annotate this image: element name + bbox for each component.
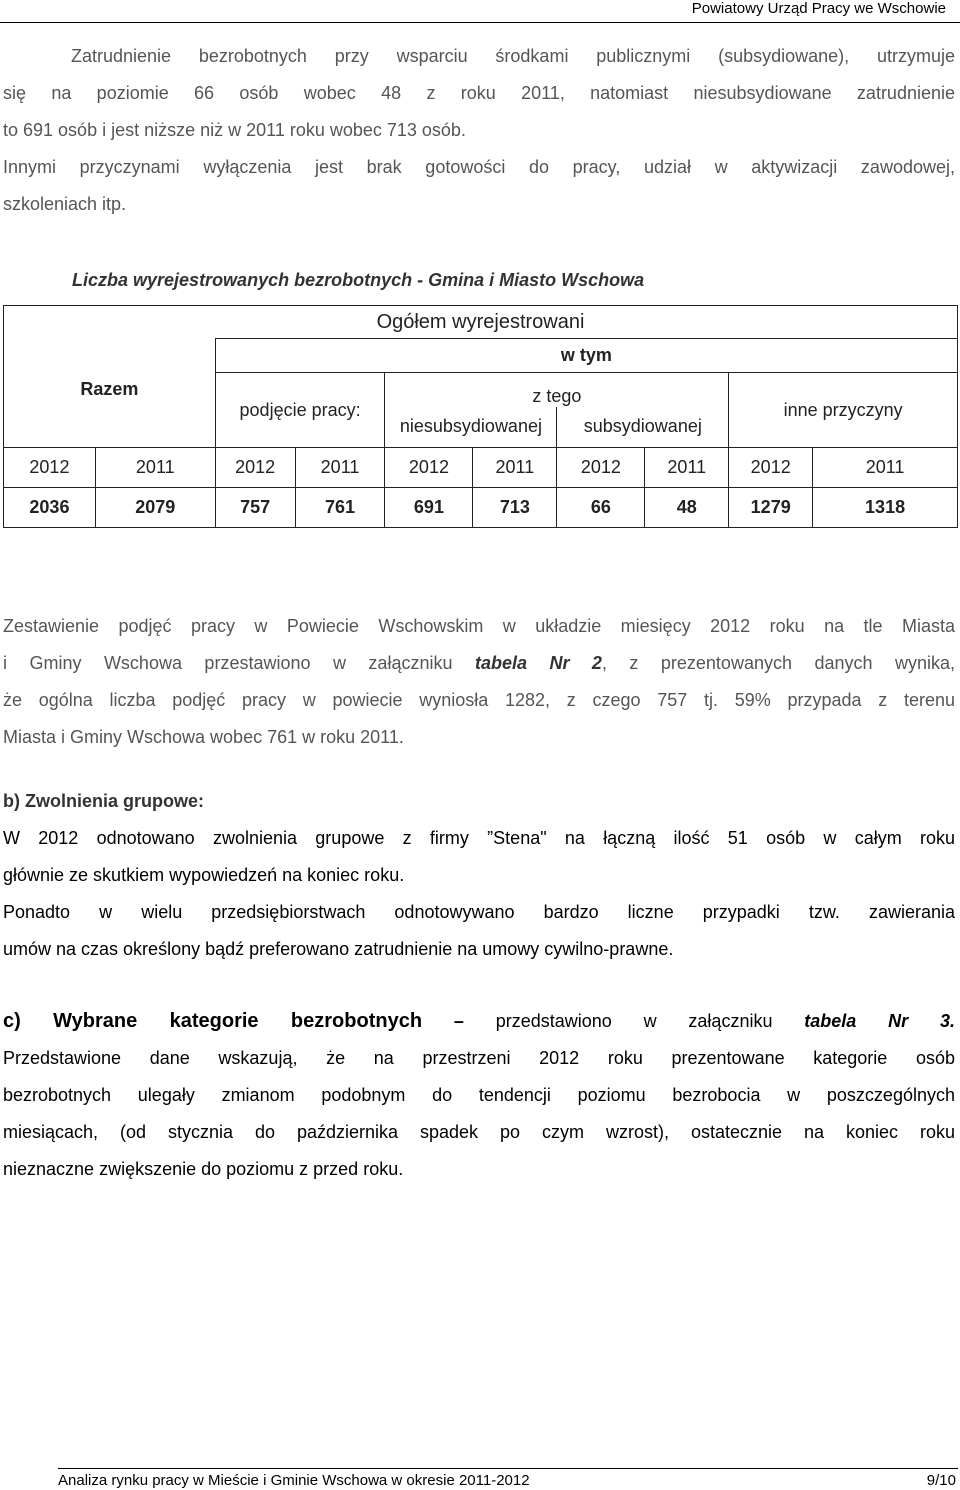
paragraph-line: Miasta i Gminy Wschowa wobec 761 w roku 2011. xyxy=(3,727,404,747)
paragraph-text: i Gminy Wschowa przestawiono w załączniku xyxy=(3,653,453,673)
paragraph-text: , z prezentowanych danych wynika, xyxy=(601,653,955,673)
year-cell: 2011 xyxy=(95,448,215,488)
paragraph-job-placements xyxy=(3,608,955,756)
paragraph-line: bezrobotnych ulegały zmianom podobnym do tendencji poziomu bezrobocia w poszczególnych xyxy=(3,1085,955,1105)
section-heading-line xyxy=(3,1003,955,1040)
value-cell: 691 xyxy=(385,488,473,528)
section-group-layoffs xyxy=(3,783,955,968)
section-heading: b) Zwolnienia grupowe: xyxy=(3,791,204,811)
table-title: Liczba wyrejestrowanych bezrobotnych - Gmina i Miasto Wschowa xyxy=(72,270,645,290)
value-cell: 1279 xyxy=(729,488,813,528)
header-podjecie: podjęcie pracy: xyxy=(215,373,385,448)
table-reference: tabela Nr 2 xyxy=(474,653,602,673)
paragraph-line: Zatrudnienie bezrobotnych przy wsparciu środkami publicznymi (subsydiowane), utrzymuje xyxy=(71,46,955,66)
section-heading: c) Wybrane kategorie bezrobotnych xyxy=(3,1010,423,1032)
value-cell: 48 xyxy=(645,488,729,528)
header-w-tym: w tym xyxy=(215,339,957,373)
header-niesub: niesubsydiowanej xyxy=(385,407,557,448)
paragraph-line: głównie ze skutkiem wypowiedzeń na koniec roku. xyxy=(3,865,405,885)
paragraph-line xyxy=(3,645,955,682)
value-cell: 761 xyxy=(295,488,385,528)
table-reference: tabela Nr 3. xyxy=(804,1011,955,1031)
value-cell: 66 xyxy=(557,488,645,528)
paragraph-line: Ponadto w wielu przedsiębiorstwach odnotowywano bardzo liczne przypadki tzw. zawierania xyxy=(3,902,955,922)
year-cell: 2011 xyxy=(645,448,729,488)
heading-dash: – xyxy=(453,1011,464,1031)
paragraph-line: Zestawienie podjęć pracy w Powiecie Wschowskim w układzie miesięcy 2012 roku na tle Miasta xyxy=(3,616,955,636)
page-number: 9/10 xyxy=(926,1472,956,1489)
footer-title: Analiza rynku pracy w Mieście i Gminie Wschowa w okresie 2011-2012 xyxy=(58,1472,530,1489)
year-cell: 2011 xyxy=(473,448,557,488)
year-cell: 2011 xyxy=(813,448,958,488)
paragraph-line: się na poziomie 66 osób wobec 48 z roku 2011, natomiast niesubsydiowane zatrudnienie xyxy=(3,83,955,103)
paragraph-line: Przedstawione dane wskazują, że na przestrzeni 2012 roku prezentowane kategorie osób xyxy=(3,1048,955,1068)
paragraph-line: szkoleniach itp. xyxy=(3,194,127,214)
paragraph-line: Innymi przyczynami wyłączenia jest brak gotowości do pracy, udział w aktywizacji zawodowej, xyxy=(3,157,955,177)
year-cell: 2012 xyxy=(557,448,645,488)
header-z-tego: z tego xyxy=(385,373,729,407)
header-sub: subsydiowanej xyxy=(557,407,729,448)
value-cell: 1318 xyxy=(813,488,958,528)
year-cell: 2011 xyxy=(295,448,385,488)
paragraph-line: że ogólna liczba podjęć pracy w powiecie wyniosła 1282, z czego 757 tj. 59% przypada z terenu xyxy=(3,690,955,710)
header-title: Powiatowy Urząd Pracy we Wschowie xyxy=(691,0,946,17)
year-cell: 2012 xyxy=(385,448,473,488)
value-cell: 2079 xyxy=(95,488,215,528)
section-categories xyxy=(3,1003,955,1188)
value-cell: 757 xyxy=(215,488,295,528)
paragraph-text: przedstawiono w załączniku xyxy=(495,1011,773,1031)
year-cell: 2012 xyxy=(4,448,96,488)
header-inne: inne przyczyny xyxy=(729,373,958,448)
paragraph-line: W 2012 odnotowano zwolnienia grupowe z firmy ”Stena" na łączną ilość 51 osób w całym roku xyxy=(3,828,955,848)
page-header xyxy=(0,0,960,23)
value-cell: 2036 xyxy=(4,488,96,528)
value-cell: 713 xyxy=(473,488,557,528)
year-cell: 2012 xyxy=(729,448,813,488)
header-razem: Razem xyxy=(4,373,216,448)
paragraph-line: umów na czas określony bądź preferowano zatrudnienie na umowy cywilno-prawne. xyxy=(3,939,674,959)
deregistered-table xyxy=(3,305,958,528)
paragraph-line: nieznaczne zwiększenie do poziomu z przed roku. xyxy=(3,1159,404,1179)
paragraph-subsidized xyxy=(3,38,955,223)
year-cell: 2012 xyxy=(215,448,295,488)
paragraph-line: to 691 osób i jest niższe niż w 2011 roku wobec 713 osób. xyxy=(3,120,466,140)
page-footer xyxy=(58,1468,958,1489)
paragraph-line: miesiącach, (od stycznia do października spadek po czym wzrost), ostatecznie na koniec roku xyxy=(3,1122,955,1142)
header-main: Ogółem wyrejestrowani xyxy=(4,306,958,339)
